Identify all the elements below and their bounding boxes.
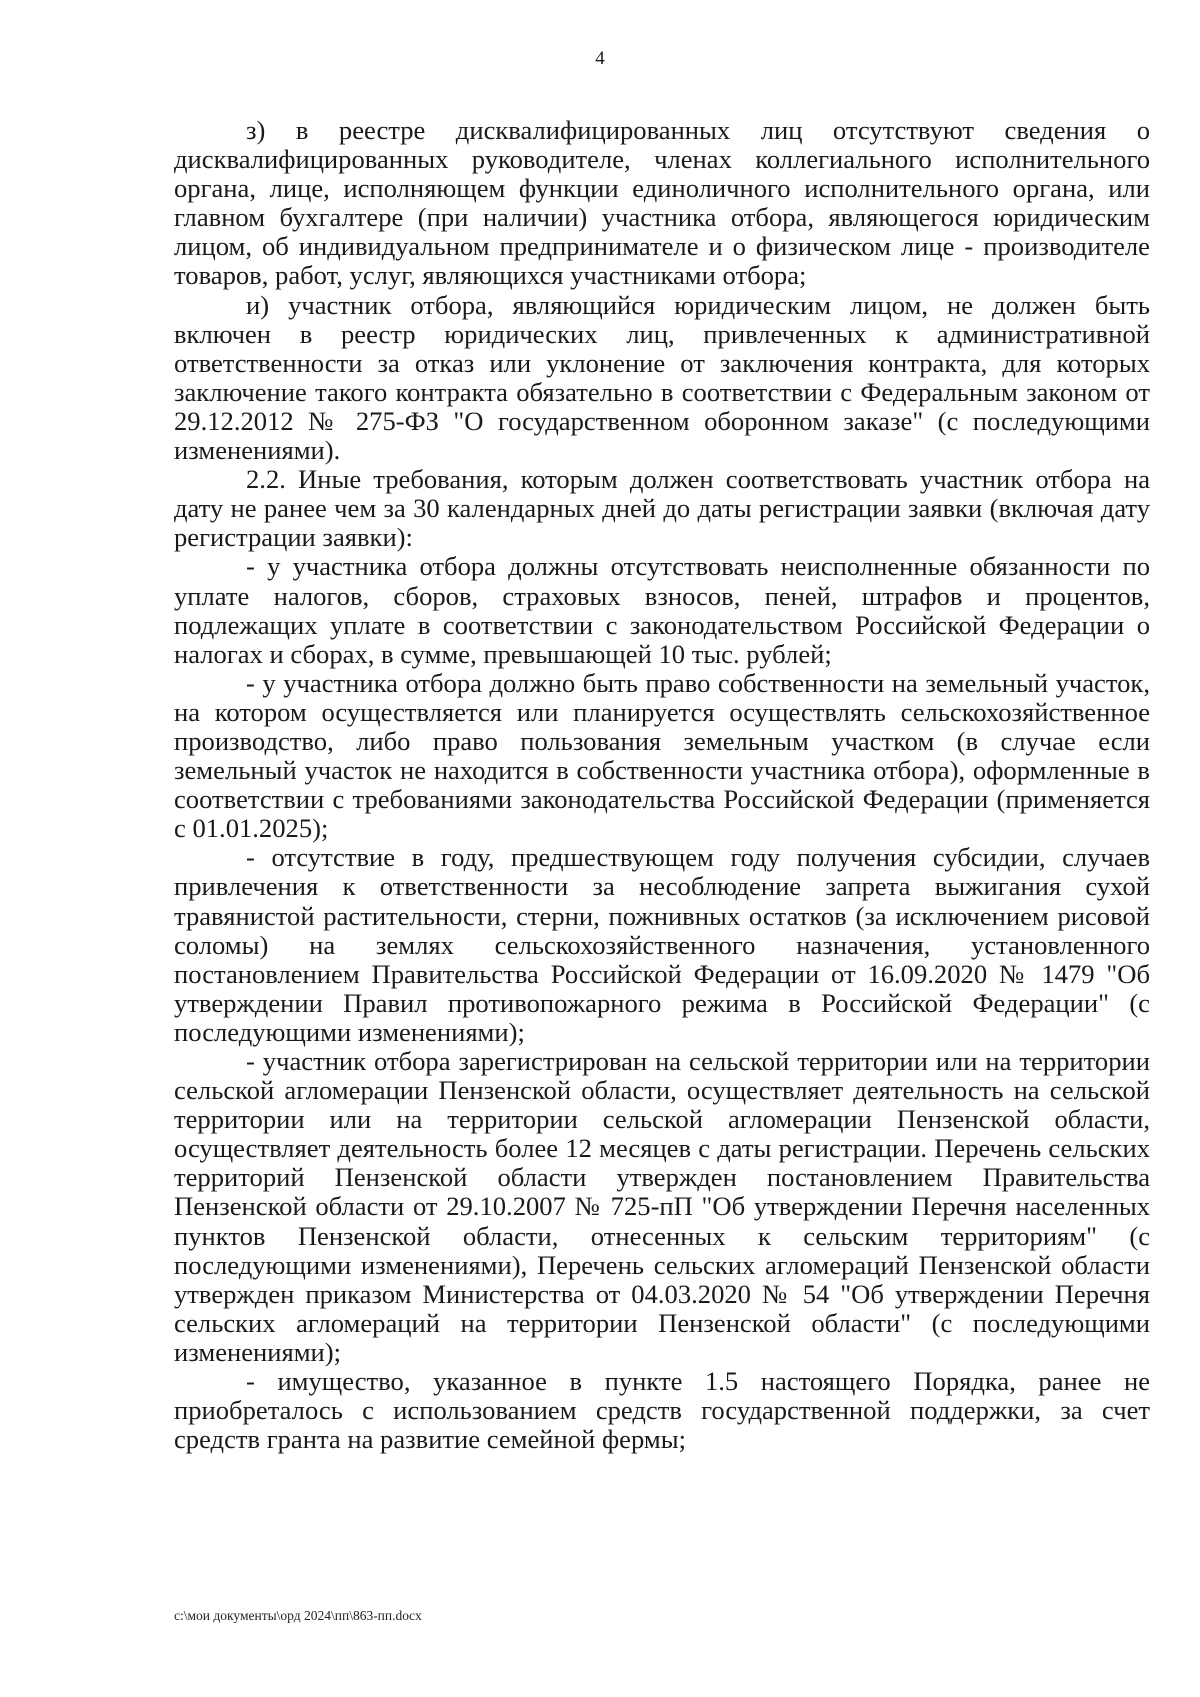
paragraph-item-z: з) в реестре дисквалифицированных лиц отсутствуют сведения о дисквалифицированных руководителе, членах коллегиального исполнительного органа, лице, исполняющем функции единоличного исполнительного органа, или главном бухгалтере (при наличии) участника отбора, являющегося юридическим лицом, об индивидуальном предпринимателе и о физическом лице - производителе товаров, работ, услуг, являющихся участниками отбора; xyxy=(174,115,1150,291)
paragraph-section-2-2: 2.2. Иные требования, которым должен соответствовать участник отбора на дату не ранее чем за 30 календарных дней до даты регистрации заявки (включая дату регистрации заявки): xyxy=(174,464,1150,553)
paragraph-rural-registration: - участник отбора зарегистрирован на сельской территории или на территории сельской агломерации Пензенской области, осуществляет деятельность на сельской территории или на территории сельской агломерации Пензенской области, осуществляет деятельность более 12 месяцев с даты регистрации. Перечень сельских территорий Пензенской области утвержден постановлением Правительства Пензенской области от 29.10.2007 № 725-пП "Об утверждении Перечня населенных пунктов Пензенской области, отнесенных к сельским территориям" (с последующими изменениями), Перечень сельских агломераций Пензенской области утвержден приказом Министерства от 04.03.2020 № 54 "Об утверждении Перечня сельских агломераций на территории Пензенской области" (с последующими изменениями); xyxy=(174,1046,1150,1367)
footer-file-path: c:\мои документы\орд 2024\пп\863-пп.docx xyxy=(174,1608,422,1623)
paragraph-property: - имущество, указанное в пункте 1.5 настоящего Порядка, ранее не приобреталось с использованием средств государственной поддержки, за счет средств гранта на развитие семейной фермы; xyxy=(174,1366,1150,1455)
document-body xyxy=(174,116,1150,1454)
paragraph-tax-debt: - у участника отбора должны отсутствовать неисполненные обязанности по уплате налогов, сборов, страховых взносов, пеней, штрафов и процентов, подлежащих уплате в соответствии с законодательством Российской Федерации о налогах и сборах, в сумме, превышающей 10 тыс. рублей; xyxy=(174,551,1150,669)
page-number: 4 xyxy=(595,48,605,69)
paragraph-item-i: и) участник отбора, являющийся юридическим лицом, не должен быть включен в реестр юридических лиц, привлеченных к административной ответственности за отказ или уклонение от заключения контракта, для которых заключение такого контракта обязательно в соответствии с Федеральным законом от 29.12.2012 № 275-ФЗ "О государственном оборонном заказе" (с последующими изменениями). xyxy=(174,289,1150,466)
paragraph-land-ownership: - у участника отбора должно быть право собственности на земельный участок, на котором осуществляется или планируется осуществлять сельскохозяйственное производство, либо право пользования земельным участком (в случае если земельный участок не находится в собственности участника отбора), оформленные в соответствии с требованиями законодательства Российской Федерации (применяется с 01.01.2025); xyxy=(174,667,1150,844)
paragraph-fire-regime: - отсутствие в году, предшествующем году получения субсидии, случаев привлечения к ответственности за несоблюдение запрета выжигания сухой травянистой растительности, стерни, пожнивных остатков (за исключением рисовой соломы) на землях сельскохозяйственного назначения, установленного постановлением Правительства Российской Федерации от 16.09.2020 № 1479 "Об утверждении Правил противопожарного режима в Российской Федерации" (с последующими изменениями); xyxy=(174,842,1150,1047)
